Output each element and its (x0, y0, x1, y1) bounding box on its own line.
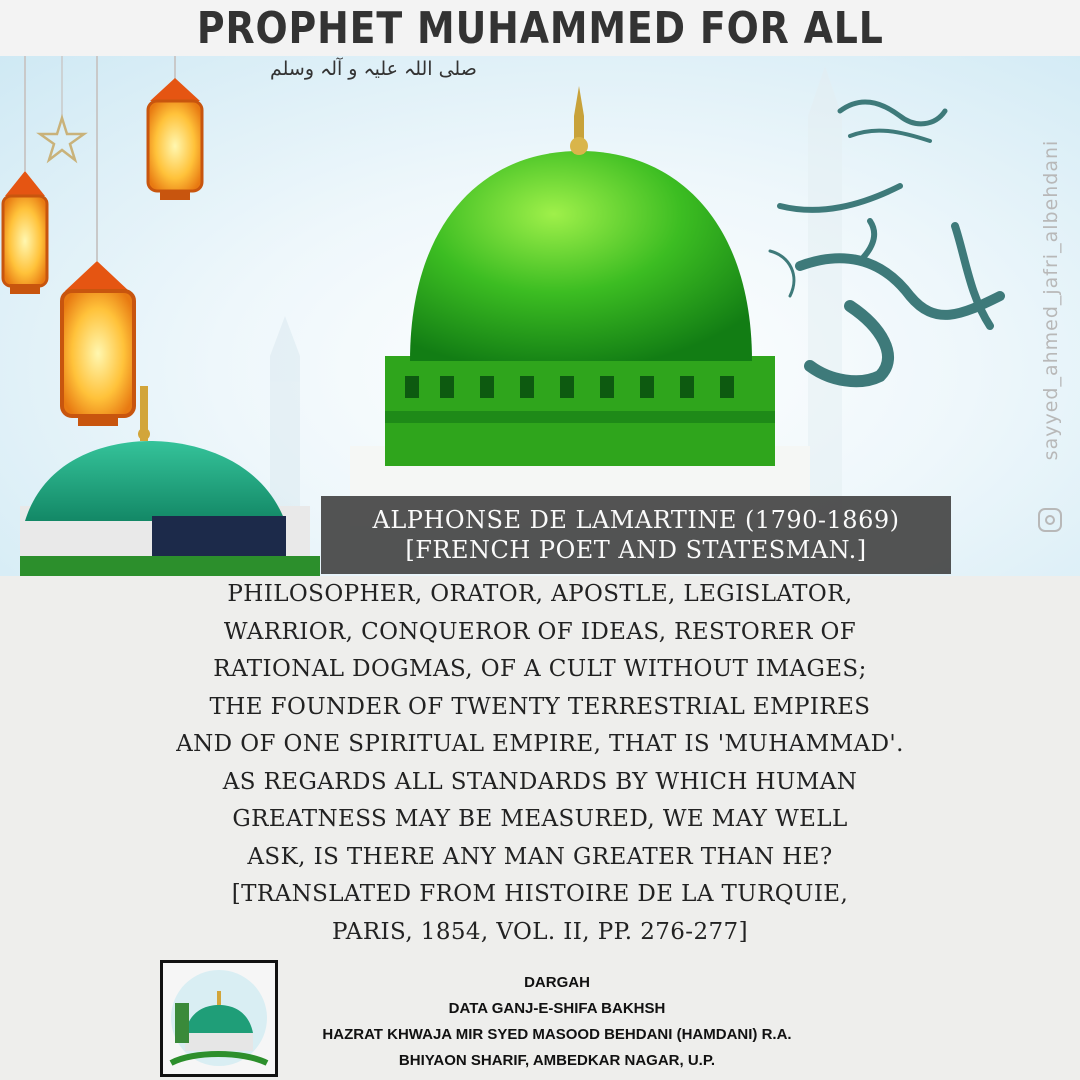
footer-line: HAZRAT KHWAJA MIR SYED MASOOD BEHDANI (HAMDANI) R.A. (322, 1026, 792, 1043)
watermark-text: sayyed_ahmed_jafri_albehdani (1040, 139, 1062, 461)
quote-line: ASK, IS THERE ANY MAN GREATER THAN HE? (247, 843, 833, 870)
page-title: PROPHET MUHAMMED FOR ALL (196, 2, 884, 54)
source-author: ALPHONSE DE LAMARTINE (1790-1869) (372, 506, 900, 534)
quote-line: AS REGARDS ALL STANDARDS BY WHICH HUMAN (222, 768, 858, 795)
dargah-thumbnail-image (163, 963, 275, 1074)
footer-line: BHIYAON SHARIF, AMBEDKAR NAGAR, U.P. (398, 1052, 716, 1069)
quote-line: THE FOUNDER OF TWENTY TERRESTRIAL EMPIRES (209, 693, 871, 720)
hero-image (0, 56, 1080, 576)
quote-body (0, 576, 1080, 951)
quote-line: PARIS, 1854, VOL. II, PP. 276-277] (332, 918, 748, 945)
footer-line: DATA GANJ-E-SHIFA BAKHSH (448, 1000, 666, 1017)
green-dome (350, 86, 810, 526)
source-description: [FRENCH POET AND STATESMAN.] (405, 536, 867, 564)
calligraphy-muhammad (770, 102, 1000, 381)
quote-line: PHILOSOPHER, ORATOR, APOSTLE, LEGISLATOR, (227, 581, 853, 607)
lantern-icon (3, 56, 47, 294)
salawat-text: صلی اللہ علیہ و آلہ وسلم (270, 58, 477, 80)
lantern-icon (148, 56, 202, 200)
quote-line: AND OF ONE SPIRITUAL EMPIRE, THAT IS 'MUHAMMAD'. (176, 731, 904, 757)
star-icon (40, 56, 84, 160)
watermark (1036, 60, 1066, 540)
minaret-left (270, 316, 300, 506)
source-caption (321, 496, 951, 574)
dargah-thumbnail (160, 960, 278, 1077)
quote-line: WARRIOR, CONQUEROR OF IDEAS, RESTORER OF (223, 618, 857, 645)
quote-line: RATIONAL DOGMAS, OF A CULT WITHOUT IMAGES; (213, 656, 867, 682)
quote-line: GREATNESS MAY BE MEASURED, WE MAY WELL (232, 806, 848, 832)
lantern-icon (62, 56, 134, 426)
minaret-right (808, 66, 842, 526)
footer-line: DARGAH (524, 974, 590, 991)
instagram-icon (1038, 508, 1062, 532)
dargah-info (282, 970, 832, 1074)
quote-line: [TRANSLATED FROM HISTOIRE DE LA TURQUIE, (231, 881, 849, 907)
title-bar (0, 0, 1080, 56)
